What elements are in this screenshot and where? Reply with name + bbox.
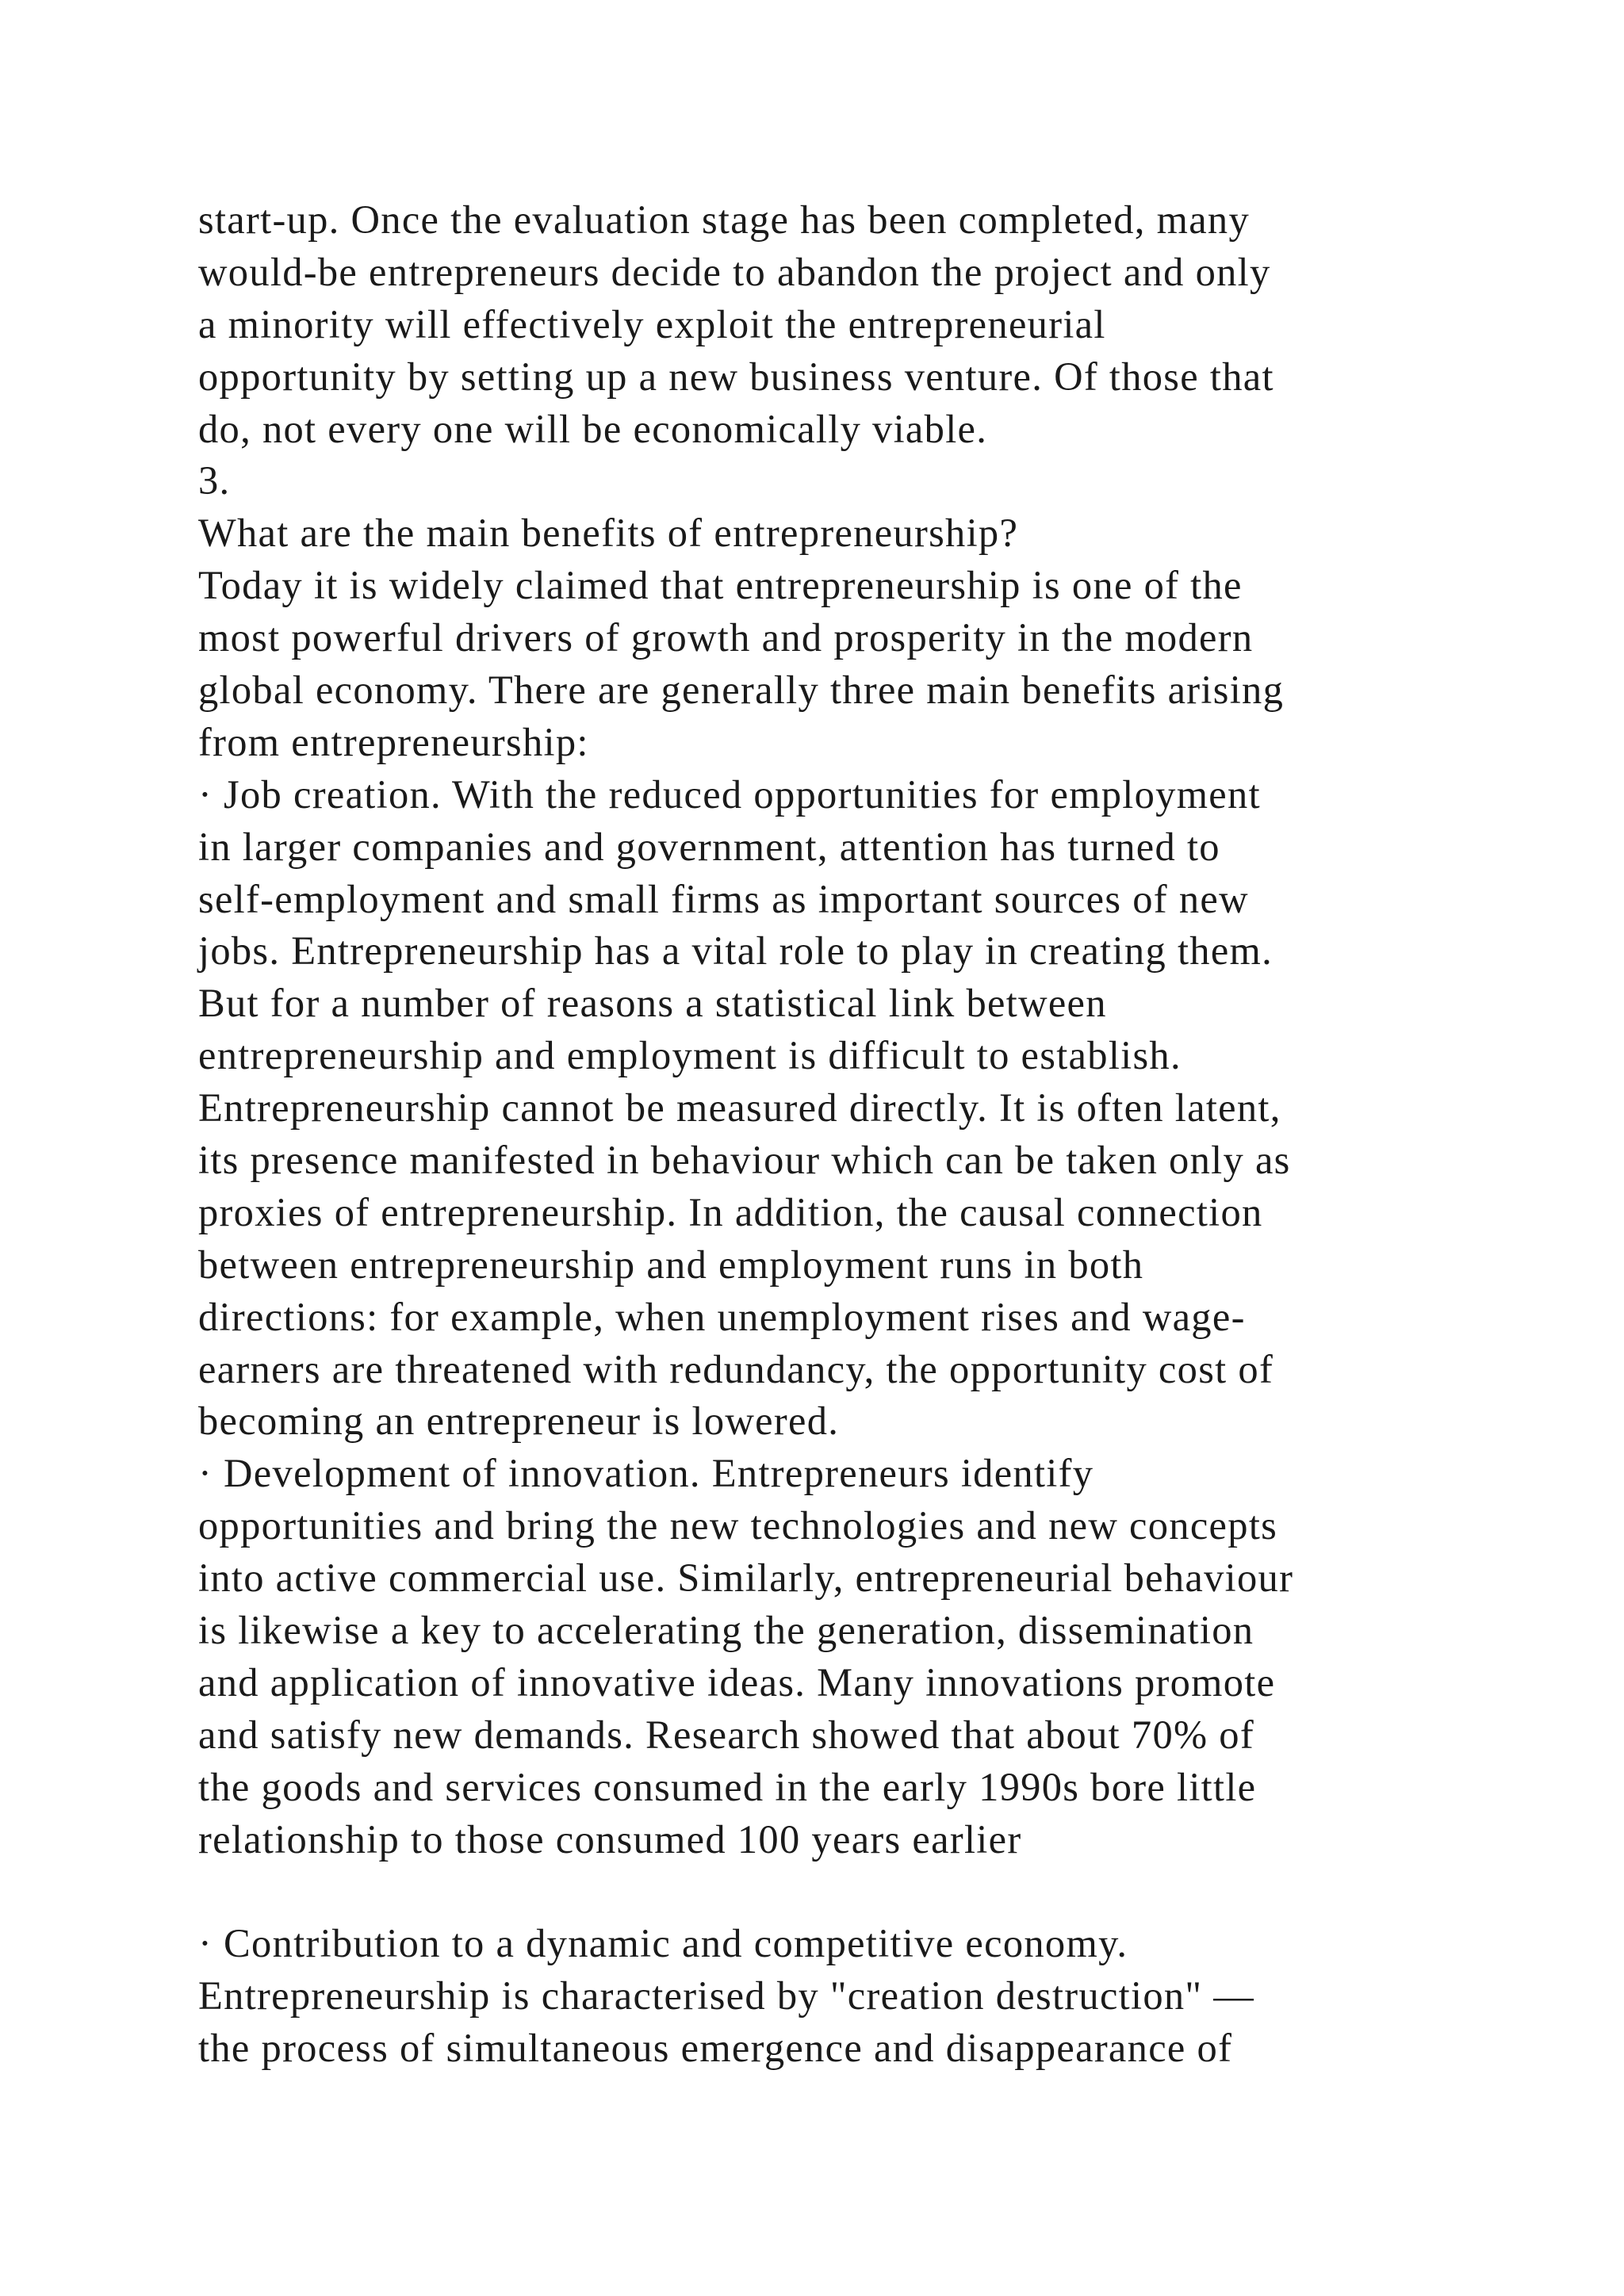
text-line: start-up. Once the evaluation stage has been completed, many <box>198 197 1251 242</box>
text-line: do, not every one will be economically viable. <box>198 406 988 451</box>
text-line: Entrepreneurship cannot be measured directly. It is often latent, <box>198 1085 1281 1131</box>
text-line: directions: for example, when unemployment rises and wage- <box>198 1294 1246 1339</box>
text-line: global economy. There are generally three main benefits arising <box>198 668 1285 713</box>
text-line: opportunities and bring the new technologies and new concepts <box>198 1503 1278 1548</box>
text-line: and satisfy new demands. Research showed that about 70% of <box>198 1712 1254 1757</box>
text-line: and application of innovative ideas. Many innovations promote <box>198 1659 1276 1705</box>
section-heading: What are the main benefits of entrepreneurship? <box>198 511 1019 556</box>
text-line: entrepreneurship and employment is difficult to establish. <box>198 1033 1182 1078</box>
text-line: would-be entrepreneurs decide to abandon the project and only <box>198 249 1271 294</box>
text-line: most powerful drivers of growth and prosperity in the modern <box>198 615 1254 660</box>
text-line: Entrepreneurship is characterised by "creation destruction" — <box>198 1973 1255 2019</box>
text-line: relationship to those consumed 100 years earlier <box>198 1816 1022 1862</box>
text-line: is likewise a key to accelerating the generation, dissemination <box>198 1608 1254 1653</box>
text-line: from entrepreneurship: <box>198 719 589 764</box>
text-line: a minority will effectively exploit the entrepreneurial <box>198 301 1106 346</box>
text-line: in larger companies and government, attention has turned to <box>198 824 1220 869</box>
text-line: But for a number of reasons a statistical link between <box>198 981 1107 1026</box>
text-line: the process of simultaneous emergence and disappearance of <box>198 2026 1233 2071</box>
text-line: between entrepreneurship and employment runs in both <box>198 1242 1144 1287</box>
bullet-innovation: · Development of innovation. Entrepreneurs identify <box>198 1451 1094 1496</box>
text-line: its presence manifested in behaviour which can be taken only as <box>198 1138 1291 1183</box>
text-line: the goods and services consumed in the early 1990s bore little <box>198 1764 1257 1809</box>
text-line: proxies of entrepreneurship. In addition, the causal connection <box>198 1189 1263 1234</box>
text-line: into active commercial use. Similarly, entrepreneurial behaviour <box>198 1556 1294 1601</box>
text-line: Today it is widely claimed that entrepreneurship is one of the <box>198 563 1243 608</box>
bullet-competitive-economy: · Contribution to a dynamic and competitive economy. <box>198 1921 1128 1966</box>
section-number: 3. <box>198 458 231 503</box>
text-line: opportunity by setting up a new business venture. Of those that <box>198 354 1274 399</box>
text-line: self-employment and small firms as important sources of new <box>198 876 1249 921</box>
text-line: becoming an entrepreneur is lowered. <box>198 1399 840 1444</box>
body-text <box>198 194 1483 2075</box>
blank-line <box>198 1866 1483 1919</box>
text-line: earners are threatened with redundancy, the opportunity cost of <box>198 1346 1274 1391</box>
bullet-job-creation: · Job creation. With the reduced opportunities for employment <box>198 771 1261 817</box>
text-line: jobs. Entrepreneurship has a vital role to play in creating them. <box>198 928 1274 974</box>
